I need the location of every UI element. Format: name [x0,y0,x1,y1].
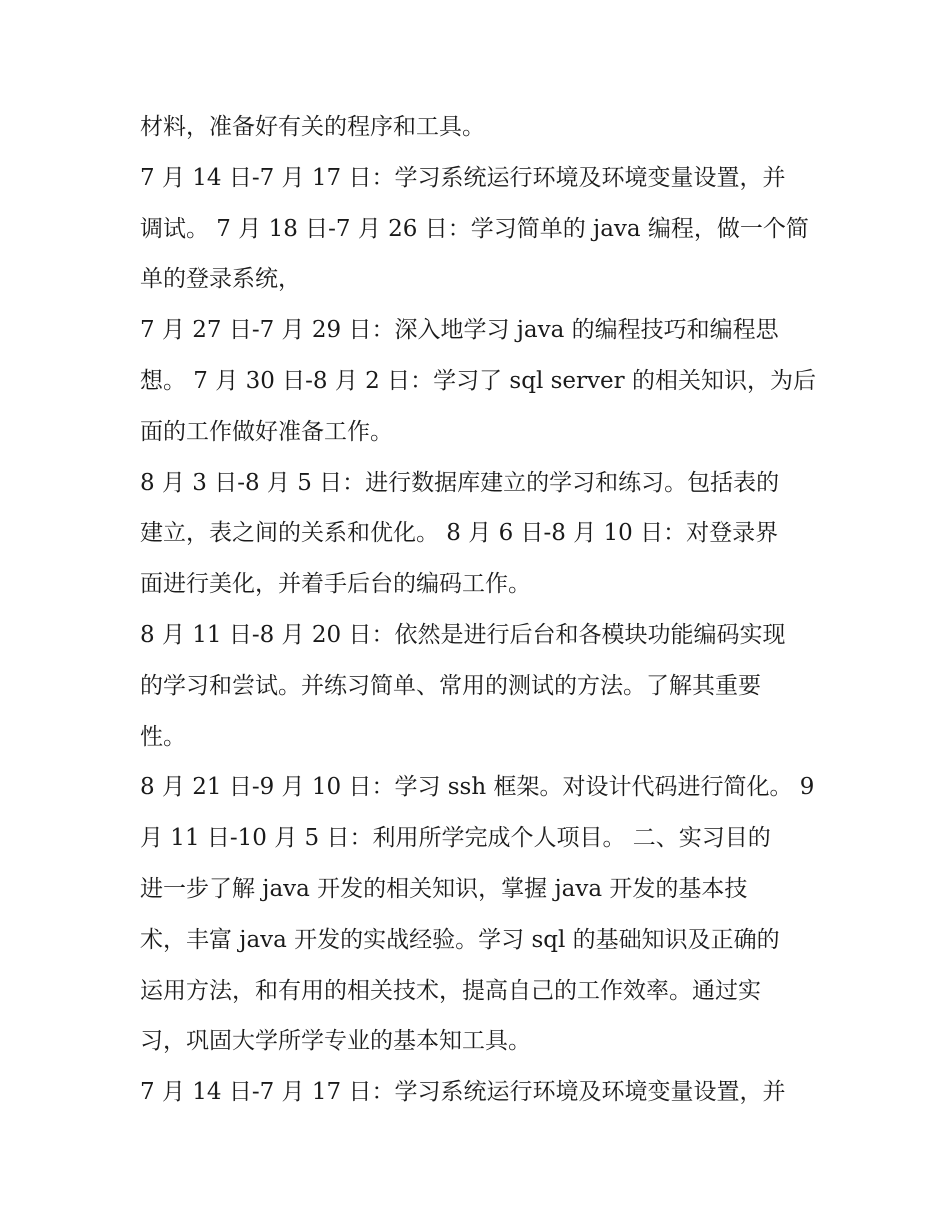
text-line: 性。 [140,723,186,750]
text-line: 8 月 3 日-8 月 5 日：进行数据库建立的学习和练习。包括表的 [140,469,780,496]
text-line: 习，巩固大学所学专业的基本知工具。 [140,1028,531,1055]
text-line: 术，丰富 java 开发的实战经验。学习 sql 的基础知识及正确的 [140,926,780,953]
text-line: 面的工作做好准备工作。 [140,418,393,445]
text-line: 8 月 11 日-8 月 20 日：依然是进行后台和各模块功能编码实现 [140,621,786,648]
text-line: 建立，表之间的关系和优化。 8 月 6 日-8 月 10 日：对登录界 [140,520,779,547]
text-line: 8 月 21 日-9 月 10 日：学习 ssh 框架。对设计代码进行简化。 9 [140,774,815,801]
text-line: 7 月 14 日-7 月 17 日：学习系统运行环境及环境变量设置，并 [140,164,786,191]
text-line: 单的登录系统， [140,266,301,293]
text-line: 运用方法，和有用的相关技术，提高自己的工作效率。通过实 [140,977,761,1004]
text-line: 月 11 日-10 月 5 日：利用所学完成个人项目。 二、实习目的 [140,825,771,852]
text-line: 的学习和尝试。并练习简单、常用的测试的方法。了解其重要 [140,672,761,699]
text-line: 材料，准备好有关的程序和工具。 [140,114,485,140]
text-line: 7 月 27 日-7 月 29 日：深入地学习 java 的编程技巧和编程思 [140,317,779,344]
text-line: 面进行美化，并着手后台的编码工作。 [140,571,531,598]
text-line: 想。 7 月 30 日-8 月 2 日：学习了 sql server 的相关知识，为后 [140,367,816,394]
text-line: 7 月 14 日-7 月 17 日：学习系统运行环境及环境变量设置，并 [140,1079,786,1106]
text-line: 进一步了解 java 开发的相关知识，掌握 java 开发的基本技 [140,875,748,902]
body-text [140,102,830,1118]
text-line: 调试。 7 月 18 日-7 月 26 日：学习简单的 java 编程，做一个简 [140,215,809,242]
